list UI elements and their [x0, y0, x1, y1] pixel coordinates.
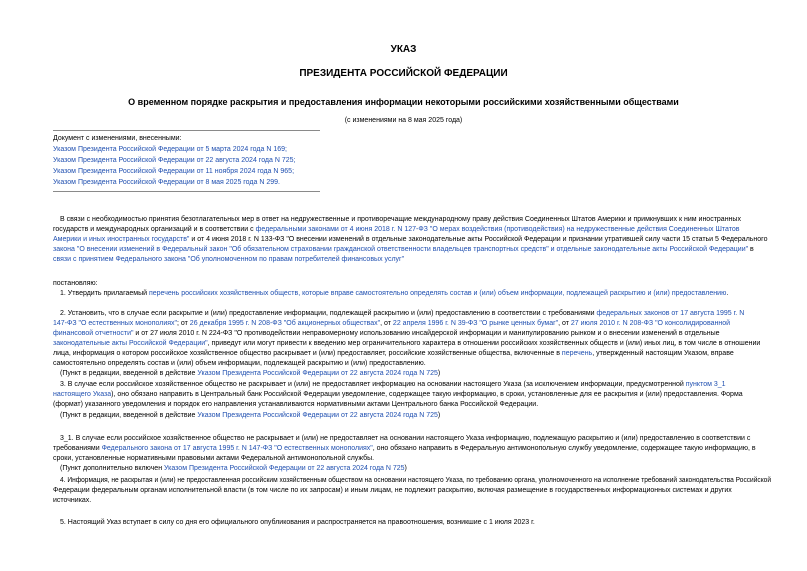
decree-word: постановляю: [53, 280, 98, 287]
law-link-208fz[interactable]: 26 декабря 1995 г. N 208-ФЗ "Об акционерных обществах" [189, 320, 381, 327]
paragraph-text: 1. Утвердить прилагаемый [60, 290, 149, 297]
document-issuer: ПРЕЗИДЕНТА РОССИЙСКОЙ ФЕДЕРАЦИИ [299, 68, 508, 79]
amendments-heading: Документ с изменениями, внесенными: [53, 135, 182, 142]
preamble-text: в [748, 246, 754, 253]
law-link-39fz[interactable]: 22 апреля 1996 г. N 39-ФЗ "О рынке ценных бумаг" [392, 320, 559, 327]
list-link-short[interactable]: перечень [561, 350, 593, 357]
amendment-link-3[interactable]: Указом Президента Российской Федерации от 11 ноября 2024 года N 965; [53, 168, 295, 175]
note-text: ) [404, 465, 407, 472]
paragraph-3-line-2 [53, 390, 743, 400]
note-text: ) [437, 370, 441, 377]
amendment-link-1[interactable]: Указом Президента Российской Федерации от 5 марта 2024 года N 169; [53, 146, 287, 153]
note-text: (Пункт в редакции, введенной в действие [60, 412, 198, 419]
note-text: (Пункт дополнительно включен [60, 465, 165, 472]
paragraph-text: требованиями [53, 445, 102, 452]
paragraph-text: и от 27 июля 2010 г. N 224-ФЗ "О противодействии неправомерному использованию инсайдерской информации и манипулированию рынком и о внесении изменений в отдельные [133, 330, 720, 337]
paragraph-4-line-3: источниках. [53, 497, 92, 504]
amendments-bottom-rule [53, 191, 320, 192]
paragraph-text: , оно обязано направить в Федеральную антимонопольную службу уведомление, содержащее такую информацию, в [372, 445, 756, 452]
paragraph-2-line-5 [53, 349, 734, 359]
paragraph-2-note [60, 369, 440, 379]
law-link-147fz-cont[interactable]: 147-ФЗ "О естественных монополиях" [53, 320, 178, 327]
law-link-208fz-2010-cont[interactable]: финансовой отчетности" [53, 330, 134, 337]
decree-725-link[interactable]: Указом Президента Российской Федерации от 22 августа 2024 года N 725 [197, 370, 438, 377]
paragraph-3-line-1 [60, 380, 726, 390]
clause-3-1-link-cont[interactable]: настоящего Указа [53, 391, 112, 398]
paragraph-3-1-line-2 [53, 444, 756, 454]
decree-725-link[interactable]: Указом Президента Российской Федерации от 22 августа 2024 года N 725 [197, 412, 438, 419]
preamble-line-5 [53, 255, 404, 265]
paragraph-text: лица, информация о котором российское хозяйственное общество раскрывает и (или) предоставляет, российские хозяйственные общества, включенные в [53, 350, 562, 357]
paragraph-text: , от [558, 320, 571, 327]
law-link-127fz-cont[interactable]: Америки и иных иностранных государств" [53, 236, 190, 243]
preamble-line-2 [53, 225, 739, 235]
document-title: УКАЗ [390, 44, 417, 55]
paragraph-1 [60, 289, 728, 299]
document-subject: О временном порядке раскрытия и предоставления информации некоторыми российскими хозяйственными обществами [128, 97, 679, 107]
preamble-line-3 [53, 235, 767, 245]
note-text: (Пункт в редакции, введенной в действие [60, 370, 198, 377]
list-link[interactable]: перечень российских хозяйственных обществ, которые вправе самостоятельно определять состав и (или) объем информации, подлежащей раскрытию и (или) предоставлению [148, 290, 727, 297]
paragraph-3-1-line-1: 3_1. В случае если российское хозяйственное общество не раскрывает и (или) не предоставляет на основании настоящего Указа информацию, подлежащую раскрытию и (или) предоставлению в соответствии с [60, 435, 751, 442]
note-text: ) [437, 412, 441, 419]
paragraph-2-line-6: самостоятельно определять состав и (или) объем информации, подлежащей раскрытию и (или) предоставлению. [53, 360, 426, 367]
paragraph-2-line-4 [53, 339, 760, 349]
preamble-line-4 [53, 245, 754, 255]
paragraph-text: ), оно обязано направить в Центральный банк Российской Федерации уведомление, содержащее такую информацию, в сроки, установленные для ее раскрытия и (или) предоставления. Форма [111, 391, 743, 398]
preamble-line-1 [53, 215, 769, 225]
law-link-208fz-2010[interactable]: 27 июля 2010 г. N 208-ФЗ "О консолидированной [570, 320, 731, 327]
law-link-147fz[interactable]: Федерального закона от 17 августа 1995 г. N 147-ФЗ "О естественных монополиях" [101, 445, 373, 452]
paragraph-text: 3. В случае если российское хозяйственное общество не раскрывает и (или) не предоставляет информацию на основании настоящего Указа (за исключением информации, предусмотренной [60, 381, 686, 388]
paragraph-4-line-1: 4. Информация, не раскрытая и (или) не предоставленная российским хозяйственным обществом на основании настоящего Указа, по требованию органа, уполномоченного на исполнение требований законодательства Российской [60, 477, 772, 484]
paragraph-4-line-2: Федерации федеральным органам исполнительной власти (в том числе по их запросам) и иным лицам, не подлежит раскрытию, включая размещение в государственных информационных системах и других [53, 487, 732, 494]
law-link-147fz[interactable]: федеральных законов от 17 августа 1995 г. N [596, 310, 745, 317]
paragraph-3-1-line-3: сроки, установленные нормативными правовыми актами Федеральной антимонопольной службы. [53, 455, 375, 462]
paragraph-3-note [60, 411, 440, 421]
clause-3-1-link[interactable]: пунктом 3_1 [685, 381, 726, 388]
amendment-link-2[interactable]: Указом Президента Российской Федерации от 22 августа 2024 года N 725; [53, 157, 296, 164]
paragraph-text: , утвержденный настоящим Указом, вправе [592, 350, 734, 357]
law-link-127fz[interactable]: федеральными законами от 4 июня 2018 г. N 127-ФЗ "О мерах воздействия (противодействия) на недружественные действия Соединенных Штатов [255, 226, 740, 233]
paragraph-2-line-2 [53, 319, 730, 329]
paragraph-3-line-3: (формат) указанного уведомления и порядок его направления устанавливаются нормативными актами Центрального банка Российской Федерации. [53, 401, 539, 408]
revision-note: (с изменениями на 8 мая 2025 года) [344, 117, 463, 124]
paragraph-3-1-note [60, 464, 407, 474]
amendment-link-4[interactable]: Указом Президента Российской Федерации от 8 мая 2025 года N 299. [53, 179, 280, 186]
paragraph-5: 5. Настоящий Указ вступает в силу со дня его официального опубликования и распространяется на правоотношения, возникшие с 1 июля 2023 г. [60, 519, 535, 526]
paragraph-text: . [726, 290, 729, 297]
law-link-financial-ombudsman[interactable]: связи с принятием Федерального закона "Об уполномоченном по правам потребителей финансовых услуг" [53, 256, 405, 263]
preamble-text: государств и международных организаций и в соответствии с [53, 226, 256, 233]
paragraph-text: , приведут или могут привести к введению мер ограничительного характера в отношении российских хозяйственных обществ и (или) иных лиц, в том числе в отношении [207, 340, 761, 347]
paragraph-2-line-3 [53, 329, 720, 339]
preamble-text: и от 4 июня 2018 г. N 133-ФЗ "О внесении изменений в отдельные законодательные акты Российской Федерации и признании утратившей силу части 15 статьи 5 Федерального [189, 236, 768, 243]
preamble-text: В связи с необходимостью принятия безотлагательных мер в ответ на недружественные и противоречащие международному праву действия Соединенных Штатов Америки и примкнувших к ним иностранных [60, 216, 741, 223]
decree-725-link[interactable]: Указом Президента Российской Федерации от 22 августа 2024 года N 725 [164, 465, 405, 472]
law-link-224fz-cont[interactable]: законодательные акты Российской Федерации" [53, 340, 208, 347]
law-link-133fz[interactable]: закона "О внесении изменений в Федеральный закон "Об обязательном страховании гражданской ответственности владельцев транспортных средств" и отдельные законодательные акты Российской Федерации" [53, 246, 749, 253]
paragraph-text: 2. Установить, что в случае если раскрытие и (или) предоставление информации, подлежащей раскрытию и (или) предоставлению в соответствии с требованиями [60, 310, 597, 317]
paragraph-2-line-1 [60, 309, 744, 319]
amendments-top-rule [53, 130, 320, 131]
paragraph-text: , от [380, 320, 393, 327]
paragraph-text: ; от [177, 320, 190, 327]
